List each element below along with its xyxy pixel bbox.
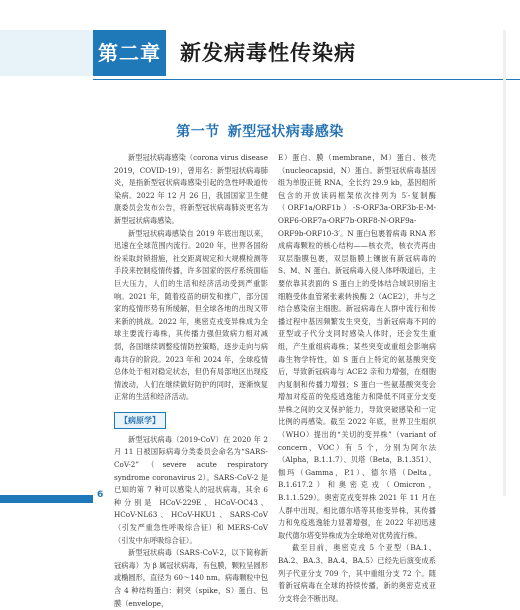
paragraph: 新型冠状病毒感染（corona virus disease 2019，COVID-19），曾用名：新型冠状病毒肺炎，是指新型冠状病毒感染引起的急性呼吸道传染病。2022 年 12 月 26 日，我国国家卫生健康委员会发布公告，将新型冠状病毒肺炎更名为新型冠状病毒感染。 [114,153,268,225]
page-number: 6 [97,490,104,500]
page-edge [503,30,506,496]
paragraph: 新型冠状病毒感染自 2019 年底出现以来，迅速在全球范围内流行。2020 年，世界各国纷纷采取封锁措施，社交距离规定和大规模检测等手段来控制疫情传播，许多国家的医疗系统面临巨大压力，人们的生活和经济活动受到严重影响。2021 年，随着疫苗的研发和推广，部分国家的疫情形势有所缓解，但全球各地的出现又带来新的挑战。2022 年，奥密克戎变异株成为全球主要流行毒株，其传播力强但致病力相对减弱，各国继续调整疫情防控策略，逐步走向与病毒共存的阶段。2023 年和 2024 年，全球疫情总体处于相对稳定状态，但仍有局部地区出现疫情波动，人们在继续做好防护的同时，逐渐恢复正常的生活和经济活动。 [114,228,268,402]
subsection-heading [114,412,268,428]
chapter-divider [93,79,520,80]
chapter-accent-bar [0,30,93,76]
section-heading [0,121,520,141]
paragraph: 新型冠状病毒（SARS-CoV-2，以下简称新冠病毒）为 β 属冠状病毒，有包膜，颗粒呈圆形或椭圆形，直径为 60～140 nm。病毒颗粒中包含 4 种结构蛋白：刺突（spike，S）蛋白、包膜（envelope， [114,548,268,608]
subsection-label: 【病原学】 [114,412,166,429]
paragraph: E）蛋白、膜（membrane，M）蛋白、核壳（nucleocapsid，N）蛋白。新型冠状病毒基因组为单股正链 RNA，全长约 29.9 kb，基因组所包含的开放读码框架依次排列为 5′-复制酶（ORF1a/ORF1b）-S-ORF3a-ORF3b-E-M-ORF6-ORF7a-ORF7b-ORF8-N-ORF9a-ORF9b-ORF10-3′。N 蛋白包裹着病毒 RNA 形成病毒颗粒的核心结构——核衣壳，核衣壳再由双层脂膜包裹，双层脂膜上镶嵌有新冠病毒的 S、M、N 蛋白。新冠病毒入侵人体呼吸道后，主要依靠其表面的 S 蛋白上的受体结合域识别宿主细胞受体血管紧张素转换酶 2（ACE2），并与之结合感染宿主细胞。新冠病毒在人群中流行和传播过程中基因频繁发生突变，当新冠病毒不同的亚型或子代分支同时感染人体时，还会发生重组，产生重组病毒株；某些突变或重组会影响病毒生物学特性，如 S 蛋白上特定的氨基酸突变后，导致新冠病毒与 ACE2 亲和力增强，在细胞内复制和传播力增强；S 蛋白一些氨基酸突变会增加对疫苗的免疫逃逸能力和降低不同亚分支变异株之间的交叉保护能力，导致突破感染和一定比例的再感染。截至 2022 年底，世界卫生组织（WHO）提出的“关切的变异株”（variant of concern，VOC）有 5 个，分别为阿尔法（Alpha，B.1.1.7）、贝塔（Beta，B.1.351）、伽玛（Gamma，P.1）、德尔塔（Delta，B.1.617.2）和奥密克戎（Omicron，B.1.1.529）。奥密克戎变异株 2021 年 11 月在人群中出现，相比德尔塔等其他变异株，其传播力和免疫逃逸能力显著增强，在 2022 年初迅速取代德尔塔变异株成为全球绝对优势流行株。 [278,153,436,540]
paragraph: 新型冠状病毒（2019-CoV）在 2020 年 2 月 11 日被国际病毒分类委员会命名为“SARS-CoV-2”（severe acute respiratory syndrome coronavirus 2）。SARS-CoV-2 是已知的第 7 种可以感染人的冠状病毒，其余 6 种分别是 HCoV-229E、HCoV-OC43、HCoV-NL63、HCoV-HKU1、SARS-CoV（引发严重急性呼吸综合征）和 MERS-CoV（引发中东呼吸综合征）。 [114,434,268,545]
section-title: 新型冠状病毒感染 [227,124,344,140]
section-number: 第一节 [176,124,220,140]
footer-accent-bar [0,495,93,503]
chapter-label: 第二章 [93,30,166,76]
paragraph: 截至目前，奥密克戎 5 个亚型（BA.1、BA.2、BA.3、BA.4、BA.5）已经先后演变成系列子代亚分支 709 个，其中重组分支 72 个。随着新冠病毒在全球的持续传播，新的奥密克戎亚分支将会不断出现。 [278,543,436,603]
chapter-title: 新发病毒性传染病 [180,41,356,65]
left-column [114,152,268,610]
right-column [278,152,436,605]
